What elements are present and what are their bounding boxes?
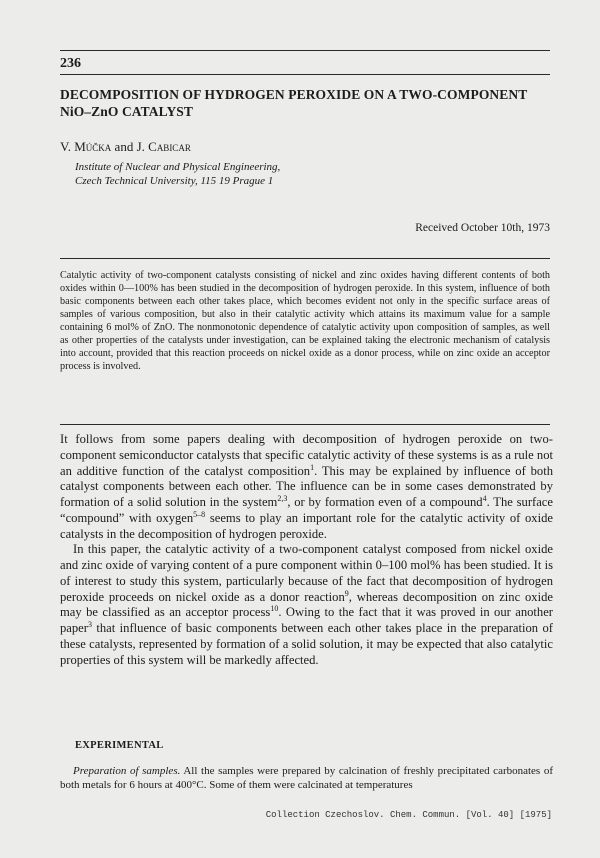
- citation-ref: 4: [482, 493, 487, 503]
- affiliation-line2: Czech Technical University, 115 19 Prague 1: [75, 175, 274, 187]
- author-separator: and J.: [111, 139, 149, 154]
- body-paragraph-2: [60, 542, 553, 668]
- article-title-line1: DECOMPOSITION OF HYDROGEN PEROXIDE ON A TWO-COMPONENT: [60, 87, 528, 102]
- body-paragraph-1: [60, 432, 553, 542]
- citation-ref: 2,3: [277, 493, 288, 503]
- p2-text-d: that influence of basic components between each other takes place in the preparation of these catalysts, represented by formation of a solid solution, it may be expected that also catalytic properties of this system will be markedly affected.: [60, 621, 553, 667]
- preparation-lead: Preparation of samples.: [73, 765, 181, 777]
- citation-ref: 10: [270, 604, 279, 614]
- article-title-line2: NiO–ZnO CATALYST: [60, 104, 194, 119]
- abstract-top-rule: [60, 258, 550, 259]
- body-text: [60, 432, 553, 668]
- journal-footer: Collection Czechoslov. Chem. Commun. [Vol. 40] [1975]: [265, 810, 552, 820]
- affiliation: [75, 160, 280, 188]
- preparation-paragraph: [60, 764, 553, 792]
- header-top-rule: [60, 50, 550, 51]
- section-heading-experimental: EXPERIMENTAL: [75, 740, 164, 751]
- p1-text-a: It follows from some papers dealing with decomposition of hydrogen peroxide on two-component semiconductor catalysts that specific catalytic activity of these systems is as a rule not an additive function of the catalyst composition: [60, 432, 553, 478]
- author1-initial: V.: [60, 139, 75, 154]
- author1-name-cap: M: [74, 139, 86, 154]
- p2-text-a: In this paper, the catalytic activity of a two-component catalyst composed from nickel oxide and zinc oxide of varying content of a pure component within 0–100 mol% has been studied. It is of interest to study this system, particularly because of the fact that decomposition of hydrogen peroxide proceeds on nickel oxide as a donor reaction: [60, 542, 553, 604]
- authors: [60, 139, 191, 155]
- author2-name-rest: abicar: [156, 139, 191, 154]
- preparation-text: All the samples were prepared by calcination of freshly precipitated carbonates of both metals for 6 hours at 400°C. Some of them were calcinated at temperatures: [60, 765, 553, 791]
- author1-name-rest: účka: [85, 139, 112, 154]
- abstract: Catalytic activity of two-component catalysts consisting of nickel and zinc oxides having different contents of both oxides within 0—100% has been studied in the decomposition of hydrogen peroxide. In this system, influence of both basic components between each other takes place, which becomes evident not only in the specific surface areas of samples of various composition, but also in their catalytic activity which attains its maximum value for a sample containing 6 mol% of ZnO. The nonmonotonic dependence of catalytic activity upon composition of samples, as well as other properties of the catalysts under investigation, can be explained taking the electronic mechanism of catalysis into account, provided that this reaction proceeds on nickel oxide as a donor process, while on zinc oxide an acceptor process is involved.: [60, 270, 550, 372]
- p1-text-c: , or by formation even of a compound: [287, 495, 483, 509]
- p2-text-c: . Owing to the fact that it was proved in our another paper: [60, 605, 554, 635]
- article-title: [60, 86, 555, 120]
- citation-ref: 9: [344, 588, 349, 598]
- citation-ref: 1: [310, 462, 315, 472]
- header-bottom-rule: [60, 74, 550, 75]
- author2-name-cap: C: [148, 139, 157, 154]
- citation-ref: 3: [87, 619, 92, 629]
- citation-ref: 5–8: [193, 509, 206, 519]
- p2-text-b: , whereas decomposition on zinc oxide may be classified as an acceptor process: [60, 589, 553, 620]
- p1-text-e: seems to play an important role for the catalytic activity of oxide catalysts in the decomposition of hydrogen peroxide.: [60, 510, 553, 541]
- affiliation-line1: Institute of Nuclear and Physical Engineering,: [75, 161, 281, 173]
- abstract-bottom-rule: [60, 424, 550, 425]
- p1-text-b: . This may be explained by influence of both catalyst components between each other. The influence can be in some cases demonstrated by formation of a solid solution in the system: [60, 463, 553, 509]
- page-number: 236: [60, 56, 81, 71]
- p1-text-d: . The surface “compound” with oxygen: [60, 495, 553, 525]
- received-date: Received October 10th, 1973: [415, 222, 550, 234]
